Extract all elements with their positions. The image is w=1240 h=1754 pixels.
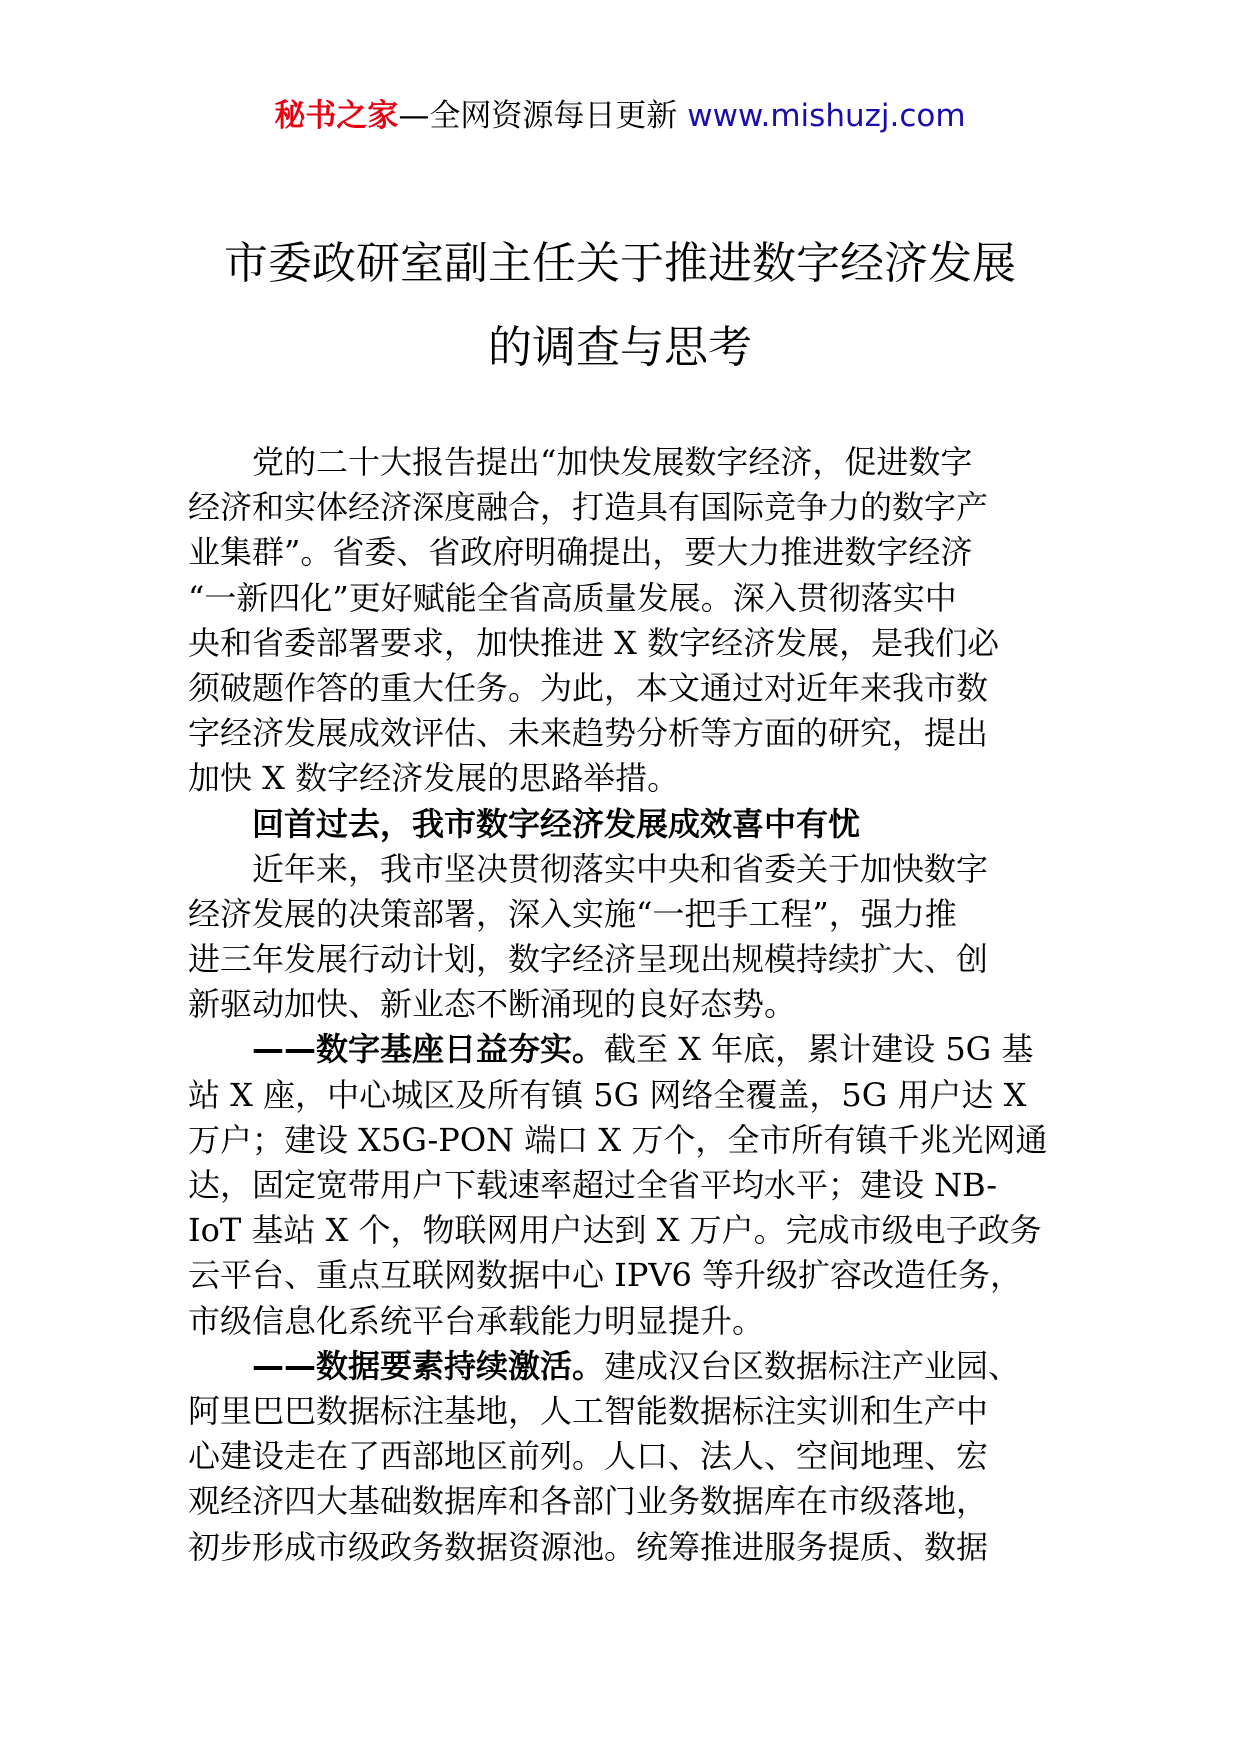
point-lead: ——数字基座日益夯实。 <box>252 1030 605 1069</box>
body-line: 万户；建设 X5G-PON 端口 X 万个，全市所有镇千兆光网通 <box>188 1120 1048 1159</box>
body-line: 字经济发展成效评估、未来趋势分析等方面的研究，提出 <box>188 714 989 753</box>
body-line: 经济发展的决策部署，深入实施“一把手工程”，强力推 <box>188 894 957 933</box>
body-line: 初步形成市级政务数据资源池。统筹推进服务提质、数据 <box>188 1527 989 1566</box>
document-body <box>188 440 1068 1570</box>
body-line: 加快 X 数字经济发展的思路举措。 <box>188 759 680 798</box>
body-line: 须破题作答的重大任务。为此，本文通过对近年来我市数 <box>188 668 989 707</box>
point-text: 建成汉台区数据标注产业园、 <box>604 1346 1021 1385</box>
point-text: 截至 X 年底，累计建设 5G 基 <box>604 1030 1034 1069</box>
body-line: 观经济四大基础数据库和各部门业务数据库在市级落地， <box>188 1482 989 1521</box>
body-line: 阿里巴巴数据标注基地，人工智能数据标注实训和生产中 <box>188 1391 989 1430</box>
body-line: 进三年发展行动计划，数字经济呈现出规模持续扩大、创 <box>188 940 989 979</box>
site-header <box>0 96 1240 136</box>
body-line: 央和省委部署要求，加快推进 X 数字经济发展，是我们必 <box>188 623 1000 662</box>
site-url-link[interactable]: www.mishuzj.com <box>687 98 966 134</box>
body-line <box>188 1027 1068 1072</box>
section-heading: 回首过去，我市数字经济发展成效喜中有忧 <box>252 804 861 843</box>
body-line: 心建设走在了西部地区前列。人口、法人、空间地理、宏 <box>188 1437 989 1476</box>
body-line <box>188 1344 1068 1389</box>
body-line: 云平台、重点互联网数据中心 IPV6 等升级扩容改造任务， <box>188 1256 1022 1295</box>
body-line: 市级信息化系统平台承载能力明显提升。 <box>188 1301 765 1340</box>
body-line: 近年来，我市坚决贯彻落实中央和省委关于加快数字 <box>252 849 989 888</box>
body-line: IoT 基站 X 个，物联网用户达到 X 万户。完成市级电子政务 <box>188 1211 1042 1250</box>
body-line: 业集群”。省委、省政府明确提出，要大力推进数字经济 <box>188 533 973 572</box>
site-brand: 秘书之家 <box>274 98 399 134</box>
body-line: “一新四化”更好赋能全省高质量发展。深入贯彻落实中 <box>188 578 957 617</box>
body-line: 经济和实体经济深度融合，打造具有国际竞争力的数字产 <box>188 488 989 527</box>
body-line: 新驱动加快、新业态不断涌现的良好态势。 <box>188 985 797 1024</box>
site-tagline: —全网资源每日更新 <box>398 98 688 134</box>
body-line: 党的二十大报告提出“加快发展数字经济，促进数字 <box>252 443 973 481</box>
document-title-line-1: 市委政研室副主任关于推进数字经济发展 <box>224 238 1016 289</box>
point-lead: ——数据要素持续激活。 <box>252 1346 605 1385</box>
body-line: 站 X 座，中心城区及所有镇 5G 网络全覆盖，5G 用户达 X <box>188 1075 1027 1114</box>
body-line: 达，固定宽带用户下载速率超过全省平均水平；建设 NB- <box>188 1166 998 1204</box>
document-title-line-2: 的调查与思考 <box>488 322 752 373</box>
